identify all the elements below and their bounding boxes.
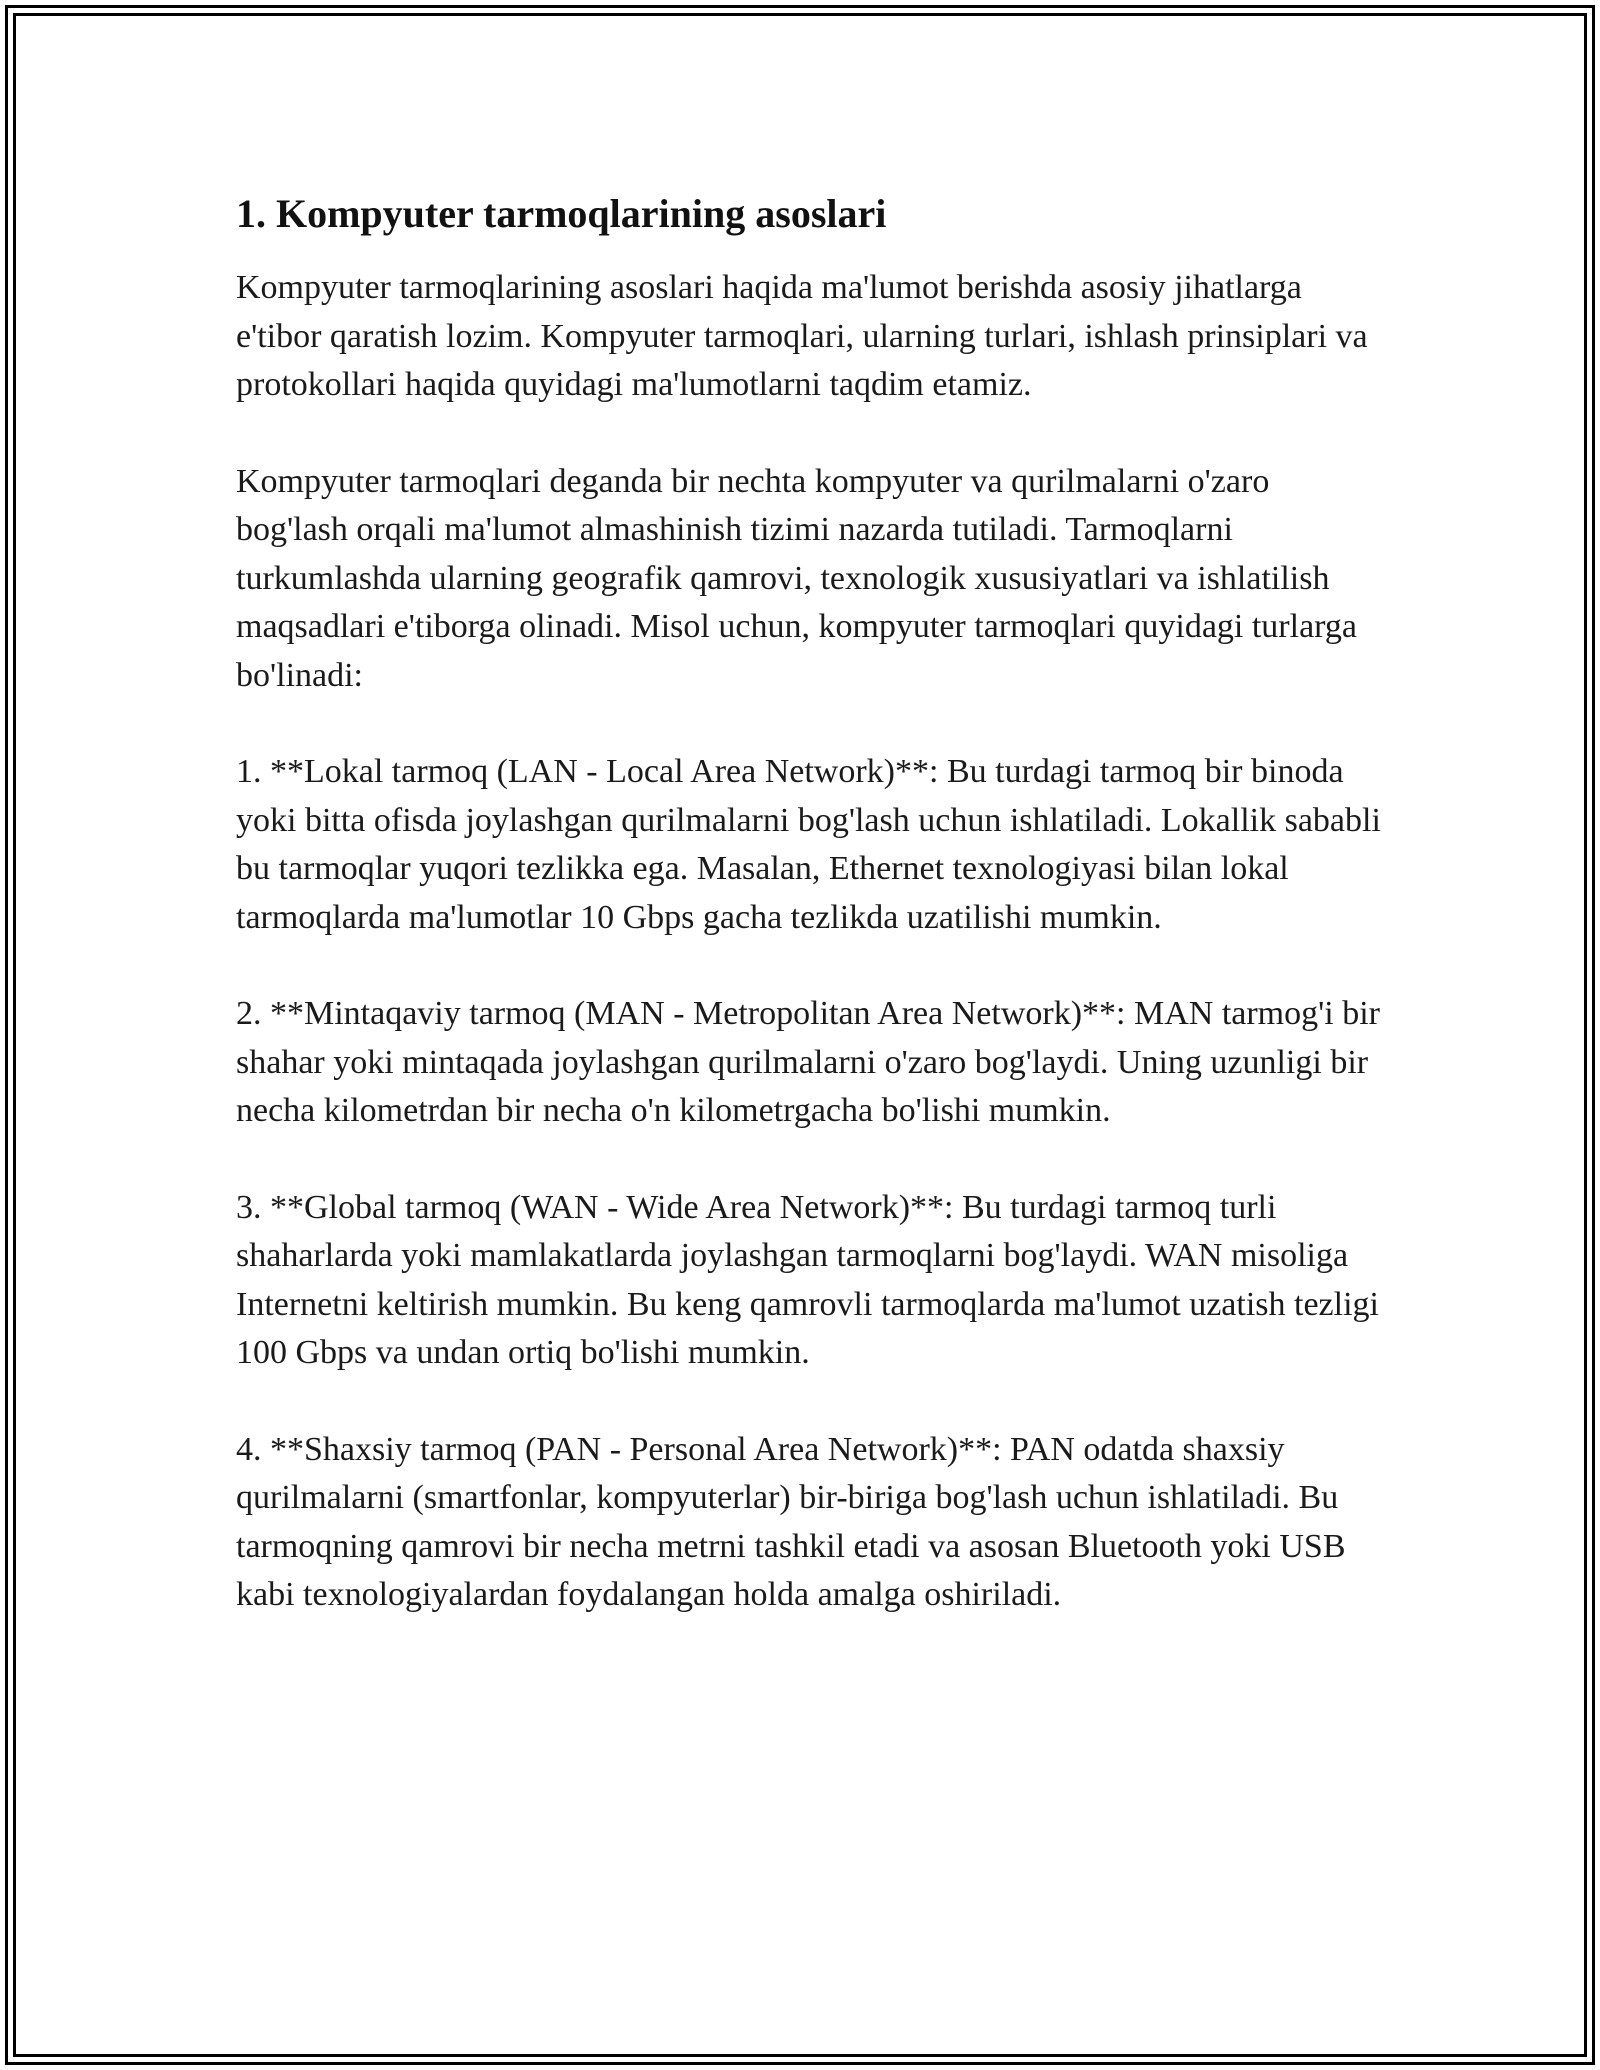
page-title: 1. Kompyuter tarmoqlarining asoslari [236,191,887,236]
paragraph-pan: 4. **Shaxsiy tarmoq (PAN - Personal Area Network)**: PAN odatda shaxsiy qurilmalarni (smartfonlar, kompyuterlar) bir-biriga bog'lash uchun ishlatiladi. Bu tarmoqning qamrovi bir necha metrni tashkil etadi va asosan Bluetooth yoki USB kabi texnologiyalardan foydalangan holda amalga oshiriladi. [236,1430,1346,1613]
paragraph-man: 2. **Mintaqaviy tarmoq (MAN - Metropolitan Area Network)**: MAN tarmog'i bir shahar yoki mintaqada joylashgan qurilmalarni o'zaro bog'laydi. Uning uzunligi bir necha kilometrdan bir necha o'n kilometrgacha bo'lishi mumkin. [236,995,1380,1129]
paragraph-wan: 3. **Global tarmoq (WAN - Wide Area Network)**: Bu turdagi tarmoq turli shaharlarda yoki mamlakatlarda joylashgan tarmoqlarni bog'laydi. WAN misoliga Internetni keltirish mumkin. Bu keng qamrovli tarmoqlarda ma'lumot uzatish tezligi 100 Gbps va undan ortiq bo'lishi mumkin. [236,1188,1379,1371]
paragraph-definition: Kompyuter tarmoqlari deganda bir nechta kompyuter va qurilmalarni o'zaro bog'lash orqali ma'lumot almashinish tizimi nazarda tutiladi. Tarmoqlarni turkumlashda ularning geografik qamrovi, texnologik xususiyatlari va ishlatilish maqsadlari e'tiborga olinadi. Misol uchun, kompyuter tarmoqlari quyidagi turlarga bo'linadi: [236,462,1357,694]
document-body [236,188,1384,1620]
paragraph-lan: 1. **Lokal tarmoq (LAN - Local Area Network)**: Bu turdagi tarmoq bir binoda yoki bitta ofisda joylashgan qurilmalarni bog'lash uchun ishlatiladi. Lokallik sababli bu tarmoqlar yuqori tezlikka ega. Masalan, Ethernet texnologiyasi bilan lokal tarmoqlarda ma'lumotlar 10 Gbps gacha tezlikda uzatilishi mumkin. [236,753,1381,936]
paragraph-intro: Kompyuter tarmoqlarining asoslari haqida ma'lumot berishda asosiy jihatlarga e'tibor qaratish lozim. Kompyuter tarmoqlari, ularning turlari, ishlash prinsiplari va protokollari haqida quyidagi ma'lumotlarni taqdim etamiz. [236,269,1368,403]
